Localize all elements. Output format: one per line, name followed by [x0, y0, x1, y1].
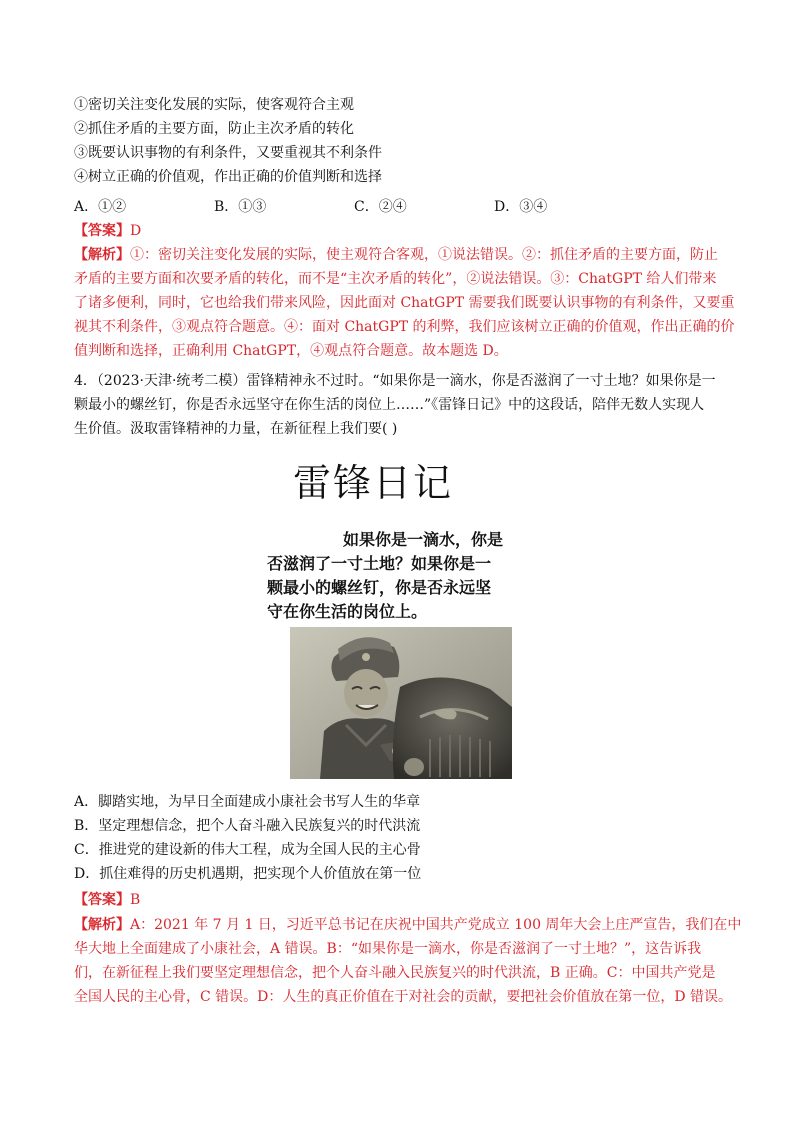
q3-option-4: ④树立正确的价值观，作出正确的价值判断和选择 [74, 169, 382, 185]
q3-choices [74, 196, 714, 218]
q3-analysis [74, 243, 735, 363]
q4-answer-tag: 【答案】 [74, 892, 130, 908]
q3-choice-b: B．①③ [214, 199, 267, 215]
q3-choice-c: C．②④ [354, 199, 407, 215]
q4-analysis [74, 913, 742, 1009]
q3-option-3: ③既要认识事物的有利条件，又要重视其不利条件 [74, 145, 382, 161]
q3-answer-tag: 【答案】 [74, 223, 130, 239]
diary-quote [267, 528, 517, 624]
q3-option-2: ②抓住矛盾的主要方面，防止主次矛盾的转化 [74, 121, 354, 137]
q4-option-a: A．脚踏实地，为早日全面建成小康社会书写人生的华章 [74, 794, 421, 810]
q4-answer-value: B [130, 892, 141, 908]
q4-analysis-line: 全国人民的主心骨，C 错误。D：人生的真正价值在于对社会的贡献，要把社会价值放在第一位，D 错误。 [74, 989, 733, 1005]
q3-choice-d: D．③④ [494, 199, 548, 215]
diary-quote-line: 颗最小的螺丝钉，你是否永远坚 [267, 578, 492, 597]
q4-stem [74, 369, 726, 441]
q3-analysis-line: ①：密切关注变化发展的实际，使主观符合客观，①说法错误。②：抓住矛盾的主要方面，防止 [130, 247, 718, 263]
q4-analysis-line: 华大地上全面建成了小康社会，A 错误。B：“如果你是一滴水，你是否滋润了一寸土地？”，这告诉我 [74, 941, 702, 957]
q4-stem-line: 颗最小的螺丝钉，你是否永远坚守在你生活的岗位上……”《雷锋日记》中的这段话，陪伴无数人实现人 [74, 397, 705, 413]
q3-option-1: ①密切关注变化发展的实际，使客观符合主观 [74, 97, 354, 113]
q4-analysis-line: A：2021 年 7 月 1 日，习近平总书记在庆祝中国共产党成立 100 周年大会上庄严宣告，我们在中 [130, 917, 742, 933]
q3-answer-value: D [130, 223, 142, 239]
q3-choice-a: A．①② [74, 199, 127, 215]
diary-quote-line: 如果你是一滴水，你是 [343, 530, 504, 549]
diary-title: 雷锋日记 [293, 461, 454, 505]
q4-stem-line: 生价值。汲取雷锋精神的力量，在新征程上我们要( ) [74, 421, 398, 437]
q4-answer [74, 889, 140, 911]
q3-analysis-line: 了诸多便利，同时，它也给我们带来风险，因此面对 ChatGPT 需要我们既要认识事物的有利条件，又要重 [74, 295, 735, 311]
q4-analysis-line: 们，在新征程上我们要坚定理想信念，把个人奋斗融入民族复兴的时代洪流，B 正确。C：中国共产党是 [74, 965, 716, 981]
q3-analysis-line: 视其不利条件，③观点符合题意。④：面对 ChatGPT 的利弊，我们应该树立正确的价值观，作出正确的价 [74, 319, 735, 335]
q3-analysis-line: 矛盾的主要方面和次要矛盾的转化，而不是“主次矛盾的转化”，②说法错误。③：ChatGPT 给人们带来 [74, 271, 717, 287]
q3-analysis-line: 值判断和选择，正确利用 ChatGPT，④观点符合题意。故本题选 D。 [74, 343, 508, 359]
diary-quote-line: 守在你生活的岗位上。 [267, 602, 428, 621]
q4-stem-line: 4．（2023·天津·统考二模）雷锋精神永不过时。“如果你是一滴水，你是否滋润了一寸土地？如果你是一 [74, 373, 716, 389]
q4-option-c: C．推进党的建设新的伟大工程，成为全国人民的主心骨 [74, 842, 421, 858]
q4-option-b: B．坚定理想信念，把个人奋斗融入民族复兴的时代洪流 [74, 818, 421, 834]
lei-feng-photo [290, 627, 512, 779]
q4-option-d: D．抓住难得的历史机遇期，把实现个人价值放在第一位 [74, 866, 422, 882]
q3-analysis-tag: 【解析】 [74, 247, 130, 263]
diary-quote-line: 否滋润了一寸土地？如果你是一 [267, 554, 492, 573]
q3-answer [74, 220, 141, 242]
q4-analysis-tag: 【解析】 [74, 917, 130, 933]
